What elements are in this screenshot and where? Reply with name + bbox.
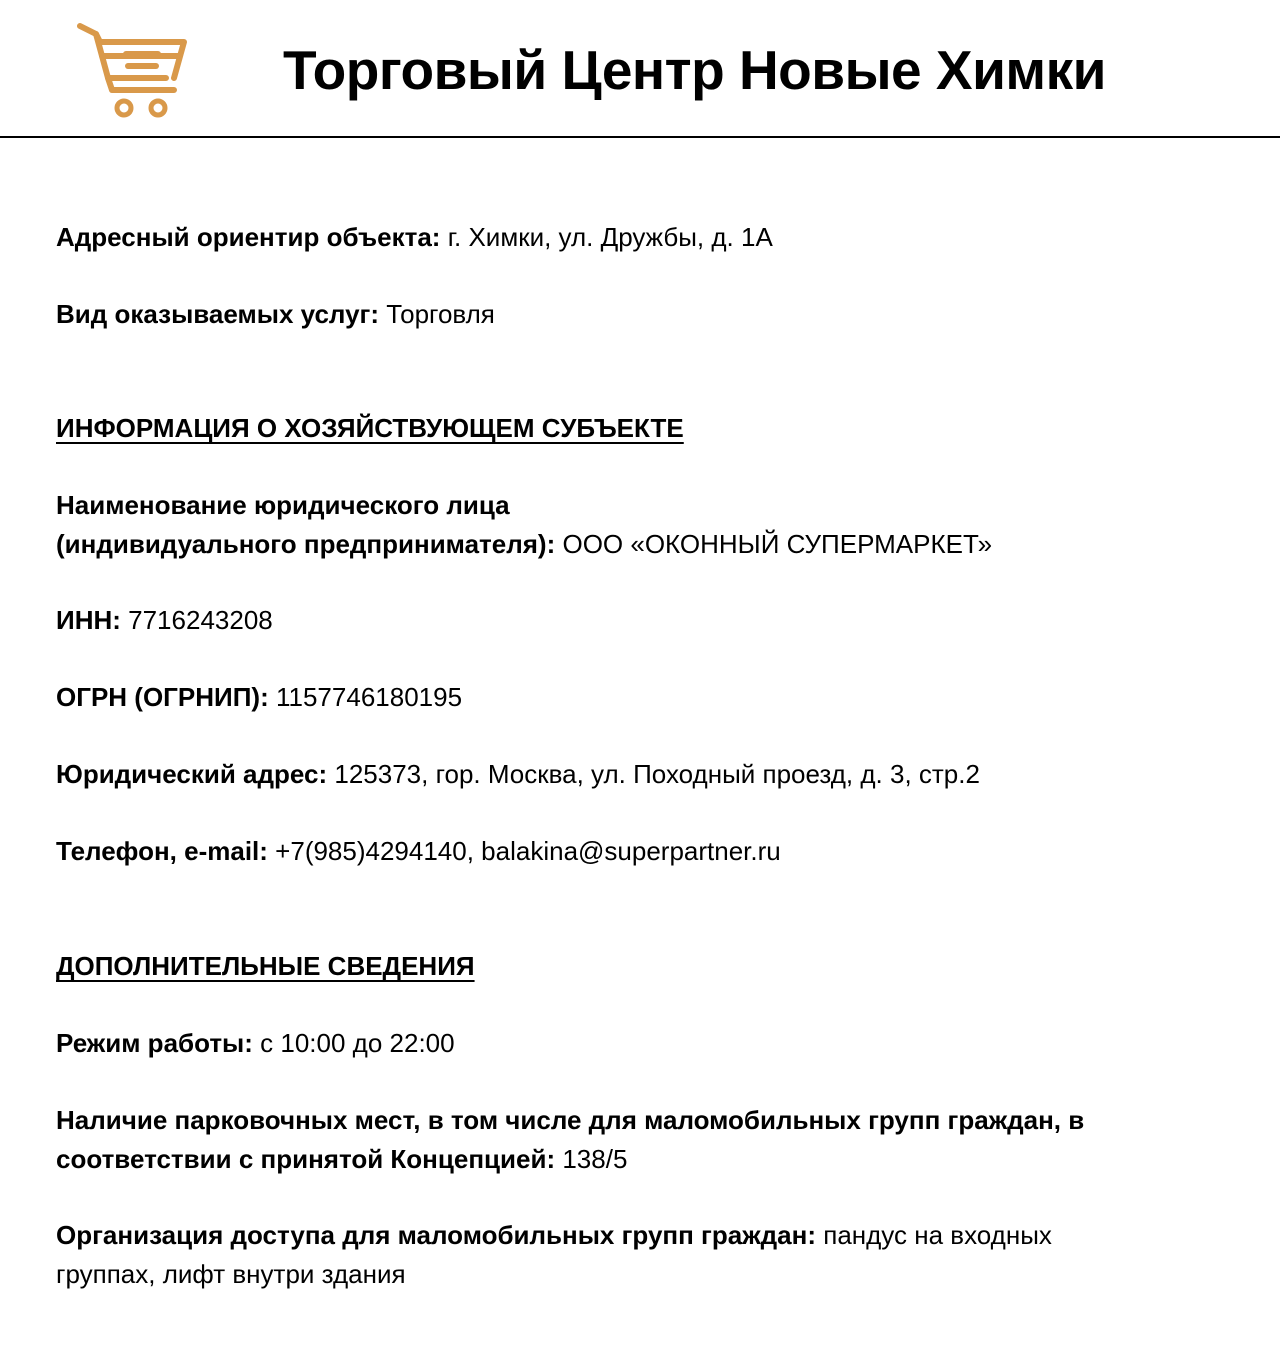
inn-field	[56, 601, 273, 640]
entity-name-field	[56, 486, 992, 564]
parking-field	[56, 1101, 1186, 1179]
contacts-value: +7(985)4294140, balakina@superpartner.ru	[275, 836, 781, 866]
address-label: Адресный ориентир объекта:	[56, 222, 441, 252]
ogrn-value: 1157746180195	[275, 682, 463, 712]
ogrn-field	[56, 678, 462, 717]
header	[0, 0, 1280, 138]
contacts-field	[56, 832, 781, 871]
entity-name-value: ООО «ОКОННЫЙ СУПЕРМАРКЕТ»	[562, 529, 993, 559]
services-value: Торговля	[386, 299, 495, 329]
page-title: Торговый Центр Новые Химки	[283, 39, 1106, 101]
hours-value: с 10:00 до 22:00	[260, 1028, 455, 1058]
services-label: Вид оказываемых услуг:	[56, 299, 380, 329]
hours-field	[56, 1024, 455, 1063]
access-label: Организация доступа для маломобильных групп граждан:	[56, 1220, 816, 1250]
shopping-cart-icon	[74, 16, 190, 122]
services-field	[56, 295, 495, 334]
legal-address-field	[56, 755, 980, 794]
address-value: г. Химки, ул. Дружбы, д. 1А	[447, 222, 773, 252]
contacts-label: Телефон, e-mail:	[56, 836, 268, 866]
access-field	[56, 1216, 1156, 1294]
legal-address-label: Юридический адрес:	[56, 759, 328, 789]
parking-value: 138/5	[562, 1144, 628, 1174]
entity-name-label-line2: (индивидуального предпринимателя):	[56, 529, 556, 559]
ogrn-label: ОГРН (ОГРНИП):	[56, 682, 269, 712]
additional-section-title: ДОПОЛНИТЕЛЬНЫЕ СВЕДЕНИЯ	[56, 951, 475, 981]
entity-section-title: ИНФОРМАЦИЯ О ХОЗЯЙСТВУЮЩЕМ СУБЪЕКТЕ	[56, 413, 684, 443]
access-value: пандус на входных группах, лифт внутри здания	[56, 1220, 1052, 1289]
inn-label: ИНН:	[56, 605, 121, 635]
inn-value: 7716243208	[128, 605, 273, 635]
address-field	[56, 218, 773, 257]
parking-label: Наличие парковочных мест, в том числе для маломобильных групп граждан, в соответствии с принятой Концепцией:	[56, 1105, 1085, 1174]
legal-address-value: 125373, гор. Москва, ул. Походный проезд, д. 3, стр.2	[334, 759, 980, 789]
entity-name-label-line1: Наименование юридического лица	[56, 490, 510, 520]
hours-label: Режим работы:	[56, 1028, 253, 1058]
